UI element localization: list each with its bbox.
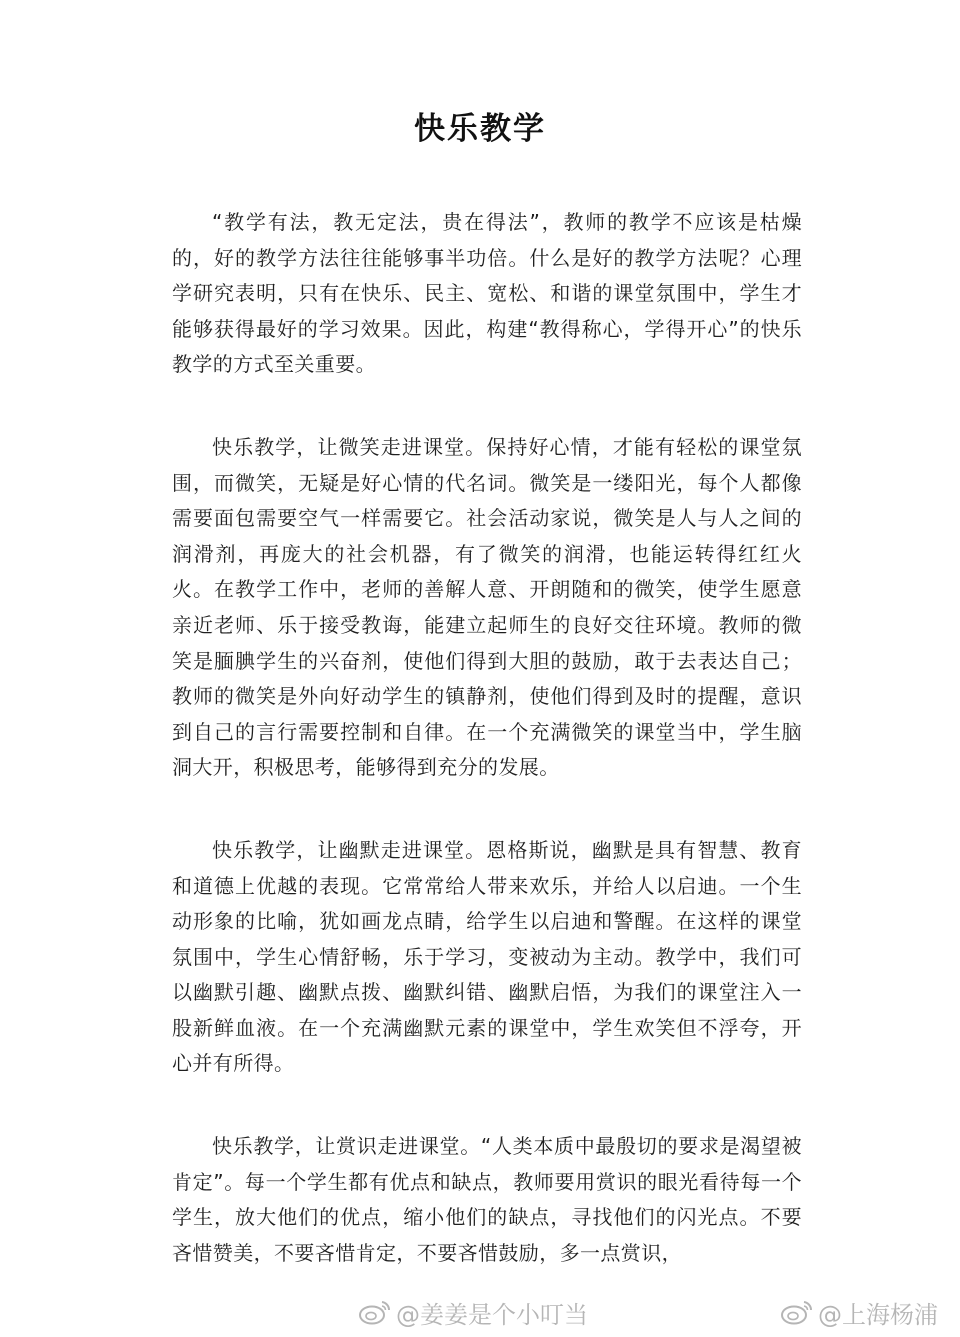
watermark-left-text: @姜姜是个小叮当 — [396, 1300, 588, 1329]
watermark-right-text: @上海杨浦 — [818, 1300, 938, 1329]
watermark-left — [358, 1292, 588, 1332]
weibo-icon — [358, 1298, 392, 1326]
paragraph-humor: 快乐教学，让幽默走进课堂。恩格斯说，幽默是具有智慧、教育和道德上优越的表现。它常常给人带来欢乐，并给人以启迪。一个生动形象的比喻，犹如画龙点睛，给学生以启迪和警醒。在这样的课堂氛围中，学生心情舒畅，乐于学习，变被动为主动。教学中，我们可以幽默引趣、幽默点拨、幽默纠错、幽默启悟，为我们的课堂注入一股新鲜血液。在一个充满幽默元素的课堂中，学生欢笑但不浮夸，开心并有所得。 — [172, 837, 802, 1076]
watermark-right — [780, 1292, 938, 1332]
document-body — [172, 205, 802, 1318]
paragraph-intro: “教学有法，教无定法，贵在得法”，教师的教学不应该是枯燥的，好的教学方法往往能够事半功倍。什么是好的教学方法呢？心理学研究表明，只有在快乐、民主、宽松、和谐的课堂氛围中，学生才能够获得最好的学习效果。因此，构建“教得称心，学得开心”的快乐教学的方式至关重要。 — [172, 210, 802, 377]
paragraph-appreciation: 快乐教学，让赏识走进课堂。“人类本质中最殷切的要求是渴望被肯定”。每一个学生都有优点和缺点，教师要用赏识的眼光看待每一个学生，放大他们的优点，缩小他们的缺点，寻找他们的闪光点。不要吝惜赞美，不要吝惜肯定，不要吝惜鼓励，多一点赏识， — [172, 1134, 802, 1265]
paragraph-smile: 快乐教学，让微笑走进课堂。保持好心情，才能有轻松的课堂氛围，而微笑，无疑是好心情的代名词。微笑是一缕阳光，每个人都像需要面包需要空气一样需要它。社会活动家说，微笑是人与人之间的润滑剂，再庞大的社会机器，有了微笑的润滑，也能运转得红红火火。在教学工作中，老师的善解人意、开朗随和的微笑，使学生愿意亲近老师、乐于接受教诲，能建立起师生的良好交往环境。教师的微笑是腼腆学生的兴奋剂，使他们得到大胆的鼓励，敢于去表达自己；教师的微笑是外向好动学生的镇静剂，使他们得到及时的提醒，意识到自己的言行需要控制和自律。在一个充满微笑的课堂当中，学生脑洞大开，积极思考，能够得到充分的发展。 — [172, 434, 802, 780]
document-title: 快乐教学 — [414, 111, 546, 147]
weibo-icon — [780, 1298, 814, 1326]
